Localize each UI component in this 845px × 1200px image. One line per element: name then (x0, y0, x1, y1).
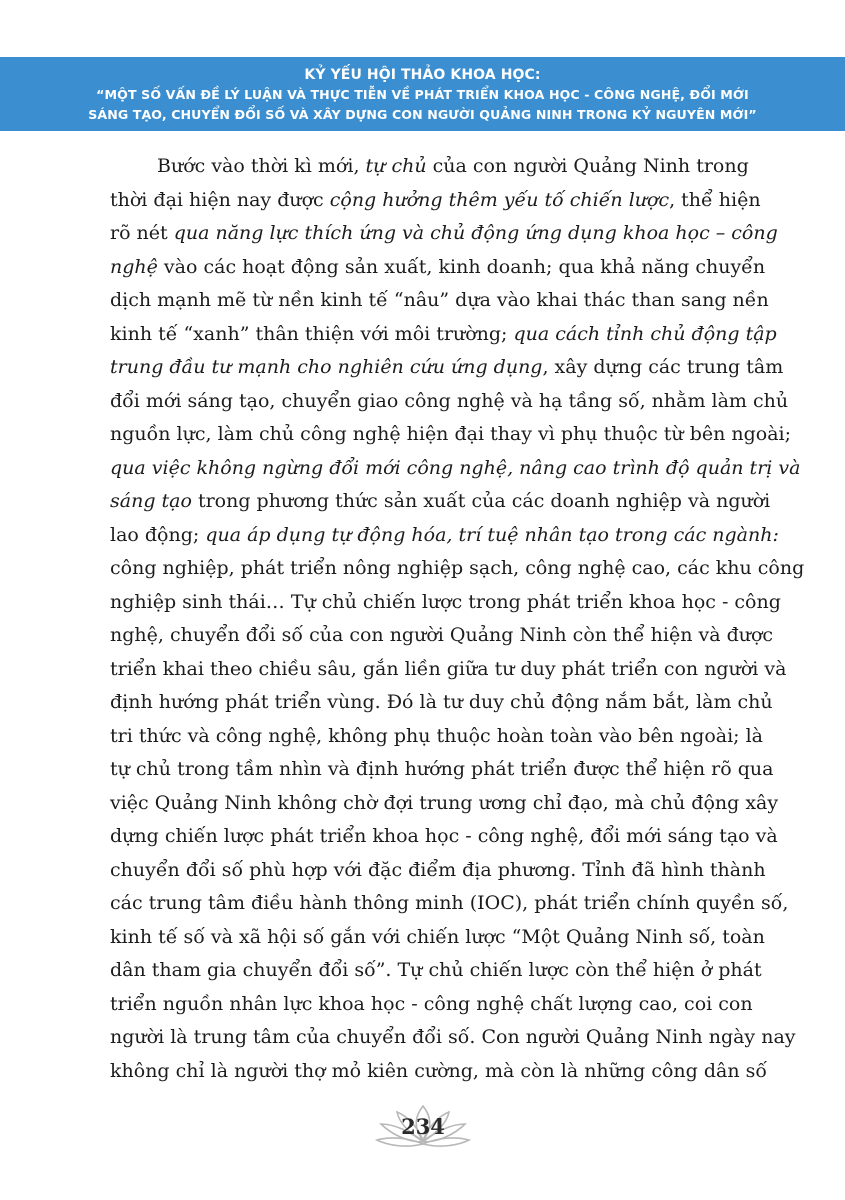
text-segment: không chỉ là người thợ mỏ kiên cường, mà còn là những công dân số (110, 1059, 768, 1082)
text-line (110, 150, 749, 184)
text-segment: rõ nét (110, 222, 174, 244)
text-segment: lao động; (110, 523, 206, 546)
text-segment: vào các hoạt động sản xuất, kinh doanh; qua khả năng chuyển (157, 255, 766, 278)
text-line (110, 753, 774, 787)
text-segment: các trung tâm điều hành thông minh (IOC), phát triển chính quyền số, (110, 892, 789, 914)
text-segment: nghiệp sinh thái… Tự chủ chiến lược trong phát triển khoa học - công (110, 590, 781, 613)
text-line (110, 519, 779, 553)
text-line (110, 954, 762, 988)
text-line (110, 619, 774, 653)
text-segment: tri thức và công nghệ, không phụ thuộc hoàn toàn vào bên ngoài; là (110, 724, 764, 747)
text-line (110, 552, 805, 586)
text-segment: tự chủ trong tầm nhìn và định hướng phát triển được thể hiện rõ qua (110, 758, 774, 780)
text-segment: chuyển đổi số phù hợp với đặc điểm địa phương. Tỉnh đã hình thành (110, 858, 766, 881)
italic-text-segment: nghệ (110, 255, 158, 278)
text-line (110, 720, 764, 754)
text-line (110, 787, 779, 821)
text-segment: triển nguồn nhân lực khoa học - công nghệ chất lượng cao, coi con (110, 992, 753, 1015)
text-line (110, 485, 771, 519)
header-title: KỶ YẾU HỘI THẢO KHOA HỌC: (304, 67, 541, 83)
italic-text-segment: sáng tạo (110, 490, 192, 512)
text-line (110, 351, 784, 385)
text-line (110, 854, 766, 888)
text-line (110, 988, 753, 1022)
text-line (110, 586, 781, 620)
text-segment: kinh tế số và xã hội số gắn với chiến lược “Một Quảng Ninh số, toàn (110, 925, 765, 948)
text-segment: nghệ, chuyển đổi số của con người Quảng Ninh còn thể hiện và được (110, 624, 774, 646)
text-line (110, 217, 778, 251)
italic-text-segment: qua năng lực thích ứng và chủ động ứng dụng khoa học – công (173, 222, 778, 244)
text-segment: , thể hiện (669, 188, 761, 211)
text-line (110, 184, 761, 218)
text-line (110, 251, 766, 285)
text-line (110, 1021, 796, 1055)
text-segment: , xây dựng các trung tâm (542, 356, 784, 378)
page-number: 234 (401, 1114, 445, 1139)
italic-text-segment: qua việc không ngừng đổi mới công nghệ, nâng cao trình độ quản trị và (110, 456, 801, 479)
italic-text-segment: trung đầu tư mạnh cho nghiên cứu ứng dụng (110, 356, 543, 378)
text-line (110, 318, 777, 352)
text-segment: triển khai theo chiều sâu, gắn liền giữa tư duy phát triển con người và (110, 657, 787, 680)
text-line (110, 452, 801, 486)
text-line (110, 385, 789, 419)
text-segment: dân tham gia chuyển đổi số”. Tự chủ chiến lược còn thể hiện ở phát (110, 959, 762, 981)
italic-text-segment: qua cách tỉnh chủ động tập (513, 322, 777, 345)
text-segment: dịch mạnh mẽ từ nền kinh tế “nâu” dựa vào khai thác than sang nền (110, 289, 769, 311)
text-line (110, 887, 789, 921)
text-segment: nguồn lực, làm chủ công nghệ hiện đại thay vì phụ thuộc từ bên ngoài; (110, 423, 792, 445)
italic-text-segment: qua áp dụng tự động hóa, trí tuệ nhân tạo trong các ngành: (205, 523, 779, 546)
text-line (110, 1055, 768, 1089)
text-line (110, 418, 792, 452)
text-segment: đổi mới sáng tạo, chuyển giao công nghệ và hạ tầng số, nhằm làm chủ (110, 389, 789, 412)
text-segment: định hướng phát triển vùng. Đó là tư duy chủ động nắm bắt, làm chủ (110, 691, 773, 713)
text-line (110, 686, 773, 720)
text-segment: công nghiệp, phát triển nông nghiệp sạch, công nghệ cao, các khu công (110, 557, 805, 579)
text-segment: kinh tế “xanh” thân thiện với môi trường; (110, 322, 514, 345)
text-segment: việc Quảng Ninh không chờ đợi trung ương chỉ đạo, mà chủ động xây (110, 791, 779, 814)
header-subtitle-line-2: SÁNG TẠO, CHUYỂN ĐỔI SỐ VÀ XÂY DỰNG CON NGƯỜI QUẢNG NINH TRONG KỶ NGUYÊN MỚI” (88, 107, 757, 122)
italic-text-segment: cộng hưởng thêm yếu tố chiến lược (329, 188, 670, 211)
body-paragraph (110, 150, 805, 1088)
text-segment: dựng chiến lược phát triển khoa học - công nghệ, đổi mới sáng tạo và (110, 825, 778, 847)
text-segment: của con người Quảng Ninh trong (426, 155, 749, 177)
text-line (110, 820, 778, 854)
text-segment: trong phương thức sản xuất của các doanh nghiệp và người (191, 490, 771, 512)
page-header (0, 57, 845, 131)
italic-text-segment: tự chủ (365, 155, 427, 177)
text-line (110, 653, 787, 687)
header-subtitle-line-1: “MỘT SỐ VẤN ĐỀ LÝ LUẬN VÀ THỰC TIỄN VỀ PHÁT TRIỂN KHOA HỌC - CÔNG NGHỆ, ĐỔI MỚI (96, 87, 749, 102)
text-segment: Bước vào thời kì mới, (157, 155, 366, 177)
text-line (110, 921, 765, 955)
text-line (110, 284, 769, 318)
text-segment: thời đại hiện nay được (110, 188, 330, 211)
text-segment: người là trung tâm của chuyển đổi số. Con người Quảng Ninh ngày nay (110, 1026, 796, 1048)
